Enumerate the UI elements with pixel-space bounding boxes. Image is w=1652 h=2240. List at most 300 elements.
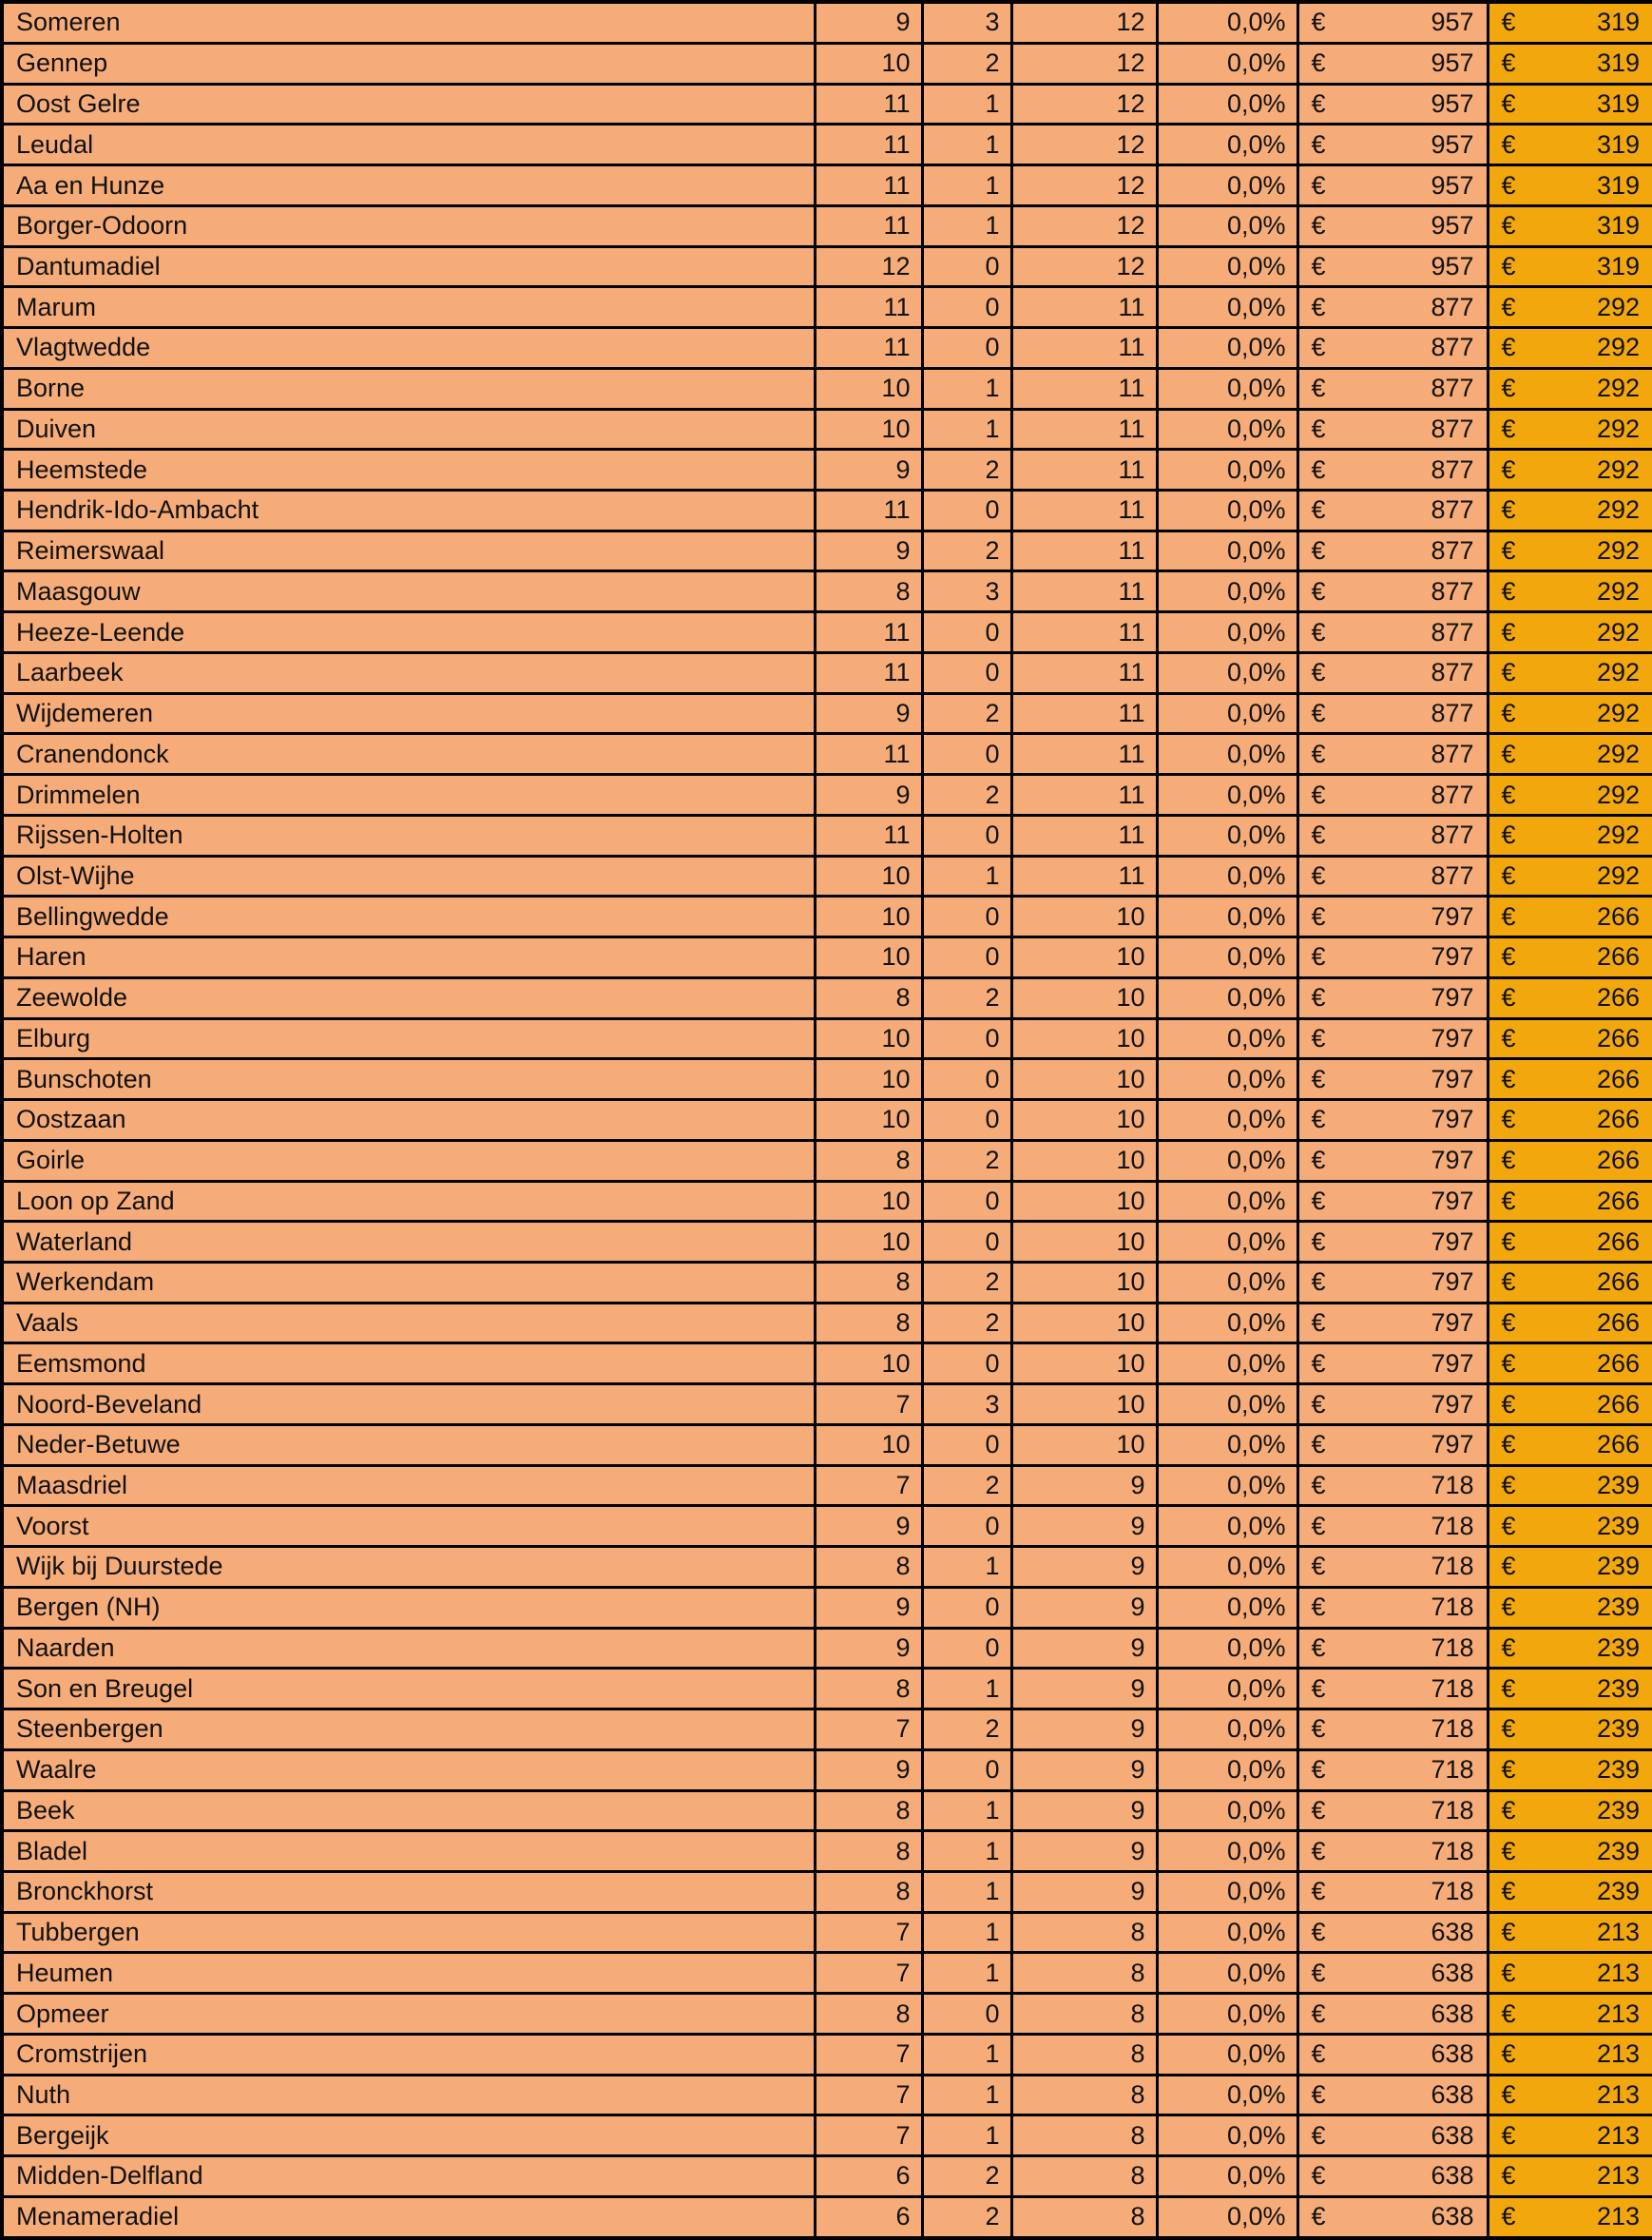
- count-a-cell[interactable]: 8: [815, 1831, 922, 1872]
- total-cell[interactable]: 8: [1011, 2156, 1157, 2197]
- count-a-cell[interactable]: 11: [815, 165, 922, 206]
- total-cell[interactable]: 11: [1011, 328, 1157, 369]
- amount-cell[interactable]: [1297, 1790, 1488, 1831]
- amount-cell[interactable]: [1297, 491, 1488, 531]
- percentage-cell[interactable]: 0,0%: [1157, 1222, 1297, 1263]
- count-b-cell[interactable]: 1: [922, 125, 1011, 165]
- municipality-name-cell[interactable]: Eemsmond: [2, 1343, 815, 1384]
- municipality-name-cell[interactable]: Neder-Betuwe: [2, 1424, 815, 1465]
- percentage-cell[interactable]: 0,0%: [1157, 287, 1297, 328]
- total-cell[interactable]: 9: [1011, 1831, 1157, 1872]
- count-a-cell[interactable]: 7: [815, 2115, 922, 2156]
- municipality-name-cell[interactable]: Bronckhorst: [2, 1871, 815, 1912]
- total-cell[interactable]: 8: [1011, 1953, 1157, 1994]
- percentage-cell[interactable]: 0,0%: [1157, 1140, 1297, 1181]
- percentage-cell[interactable]: 0,0%: [1157, 1709, 1297, 1750]
- count-a-cell[interactable]: 8: [815, 1303, 922, 1343]
- municipality-name-cell[interactable]: Heemstede: [2, 450, 815, 491]
- percentage-cell[interactable]: 0,0%: [1157, 165, 1297, 206]
- amount-cell[interactable]: [1297, 2196, 1488, 2238]
- municipality-name-cell[interactable]: Aa en Hunze: [2, 165, 815, 206]
- count-a-cell[interactable]: 10: [815, 897, 922, 937]
- total-cell[interactable]: 10: [1011, 1059, 1157, 1100]
- municipality-name-cell[interactable]: Zeewolde: [2, 977, 815, 1018]
- highlight-amount-cell[interactable]: [1488, 1059, 1652, 1100]
- total-cell[interactable]: 8: [1011, 2075, 1157, 2115]
- count-a-cell[interactable]: 11: [815, 491, 922, 531]
- municipality-name-cell[interactable]: Marum: [2, 287, 815, 328]
- count-b-cell[interactable]: 1: [922, 368, 1011, 409]
- count-a-cell[interactable]: 8: [815, 1140, 922, 1181]
- municipality-name-cell[interactable]: Wijdemeren: [2, 693, 815, 734]
- percentage-cell[interactable]: 0,0%: [1157, 84, 1297, 125]
- highlight-amount-cell[interactable]: [1488, 897, 1652, 937]
- amount-cell[interactable]: [1297, 1669, 1488, 1709]
- total-cell[interactable]: 10: [1011, 897, 1157, 937]
- percentage-cell[interactable]: 0,0%: [1157, 409, 1297, 450]
- total-cell[interactable]: 10: [1011, 1424, 1157, 1465]
- percentage-cell[interactable]: 0,0%: [1157, 450, 1297, 491]
- highlight-amount-cell[interactable]: [1488, 531, 1652, 571]
- percentage-cell[interactable]: 0,0%: [1157, 1303, 1297, 1343]
- municipality-name-cell[interactable]: Steenbergen: [2, 1709, 815, 1750]
- highlight-amount-cell[interactable]: [1488, 1465, 1652, 1506]
- total-cell[interactable]: 9: [1011, 1749, 1157, 1790]
- count-a-cell[interactable]: 7: [815, 1709, 922, 1750]
- count-b-cell[interactable]: 0: [922, 491, 1011, 531]
- percentage-cell[interactable]: 0,0%: [1157, 1953, 1297, 1994]
- percentage-cell[interactable]: 0,0%: [1157, 246, 1297, 287]
- percentage-cell[interactable]: 0,0%: [1157, 43, 1297, 84]
- highlight-amount-cell[interactable]: [1488, 1790, 1652, 1831]
- municipality-name-cell[interactable]: Loon op Zand: [2, 1181, 815, 1222]
- municipality-name-cell[interactable]: Someren: [2, 2, 815, 43]
- total-cell[interactable]: 11: [1011, 815, 1157, 856]
- highlight-amount-cell[interactable]: [1488, 612, 1652, 653]
- count-b-cell[interactable]: 2: [922, 1262, 1011, 1303]
- percentage-cell[interactable]: 0,0%: [1157, 125, 1297, 165]
- percentage-cell[interactable]: 0,0%: [1157, 328, 1297, 369]
- municipality-name-cell[interactable]: Laarbeek: [2, 652, 815, 693]
- highlight-amount-cell[interactable]: [1488, 1547, 1652, 1588]
- count-b-cell[interactable]: 0: [922, 815, 1011, 856]
- count-a-cell[interactable]: 10: [815, 1100, 922, 1141]
- count-a-cell[interactable]: 9: [815, 693, 922, 734]
- amount-cell[interactable]: [1297, 2034, 1488, 2075]
- amount-cell[interactable]: [1297, 571, 1488, 612]
- total-cell[interactable]: 9: [1011, 1465, 1157, 1506]
- total-cell[interactable]: 9: [1011, 1709, 1157, 1750]
- amount-cell[interactable]: [1297, 1262, 1488, 1303]
- percentage-cell[interactable]: 0,0%: [1157, 1100, 1297, 1141]
- amount-cell[interactable]: [1297, 1140, 1488, 1181]
- count-b-cell[interactable]: 0: [922, 287, 1011, 328]
- count-b-cell[interactable]: 0: [922, 937, 1011, 978]
- count-a-cell[interactable]: 11: [815, 652, 922, 693]
- count-a-cell[interactable]: 10: [815, 1181, 922, 1222]
- count-a-cell[interactable]: 10: [815, 1222, 922, 1263]
- total-cell[interactable]: 11: [1011, 368, 1157, 409]
- municipality-name-cell[interactable]: Leudal: [2, 125, 815, 165]
- count-b-cell[interactable]: 3: [922, 2, 1011, 43]
- percentage-cell[interactable]: 0,0%: [1157, 1181, 1297, 1222]
- amount-cell[interactable]: [1297, 165, 1488, 206]
- count-a-cell[interactable]: 6: [815, 2196, 922, 2238]
- highlight-amount-cell[interactable]: [1488, 1709, 1652, 1750]
- count-b-cell[interactable]: 1: [922, 2075, 1011, 2115]
- municipality-name-cell[interactable]: Menameradiel: [2, 2196, 815, 2238]
- amount-cell[interactable]: [1297, 1222, 1488, 1263]
- count-a-cell[interactable]: 11: [815, 612, 922, 653]
- highlight-amount-cell[interactable]: [1488, 84, 1652, 125]
- percentage-cell[interactable]: 0,0%: [1157, 734, 1297, 775]
- amount-cell[interactable]: [1297, 84, 1488, 125]
- count-b-cell[interactable]: 2: [922, 693, 1011, 734]
- count-b-cell[interactable]: 0: [922, 1628, 1011, 1669]
- amount-cell[interactable]: [1297, 1384, 1488, 1425]
- count-a-cell[interactable]: 9: [815, 1628, 922, 1669]
- total-cell[interactable]: 10: [1011, 937, 1157, 978]
- highlight-amount-cell[interactable]: [1488, 2, 1652, 43]
- count-a-cell[interactable]: 9: [815, 775, 922, 816]
- amount-cell[interactable]: [1297, 1506, 1488, 1547]
- count-b-cell[interactable]: 2: [922, 2196, 1011, 2238]
- municipality-name-cell[interactable]: Maasgouw: [2, 571, 815, 612]
- percentage-cell[interactable]: 0,0%: [1157, 2, 1297, 43]
- municipality-name-cell[interactable]: Cromstrijen: [2, 2034, 815, 2075]
- highlight-amount-cell[interactable]: [1488, 1262, 1652, 1303]
- percentage-cell[interactable]: 0,0%: [1157, 1587, 1297, 1628]
- total-cell[interactable]: 11: [1011, 491, 1157, 531]
- count-b-cell[interactable]: 1: [922, 2034, 1011, 2075]
- amount-cell[interactable]: [1297, 1018, 1488, 1059]
- amount-cell[interactable]: [1297, 1912, 1488, 1953]
- count-a-cell[interactable]: 10: [815, 368, 922, 409]
- count-a-cell[interactable]: 11: [815, 84, 922, 125]
- total-cell[interactable]: 10: [1011, 1222, 1157, 1263]
- municipality-name-cell[interactable]: Nuth: [2, 2075, 815, 2115]
- highlight-amount-cell[interactable]: [1488, 1749, 1652, 1790]
- municipality-name-cell[interactable]: Goirle: [2, 1140, 815, 1181]
- percentage-cell[interactable]: 0,0%: [1157, 1384, 1297, 1425]
- total-cell[interactable]: 11: [1011, 409, 1157, 450]
- percentage-cell[interactable]: 0,0%: [1157, 2034, 1297, 2075]
- percentage-cell[interactable]: 0,0%: [1157, 977, 1297, 1018]
- highlight-amount-cell[interactable]: [1488, 1018, 1652, 1059]
- highlight-amount-cell[interactable]: [1488, 287, 1652, 328]
- total-cell[interactable]: 9: [1011, 1790, 1157, 1831]
- amount-cell[interactable]: [1297, 125, 1488, 165]
- percentage-cell[interactable]: 0,0%: [1157, 1547, 1297, 1588]
- highlight-amount-cell[interactable]: [1488, 165, 1652, 206]
- highlight-amount-cell[interactable]: [1488, 1303, 1652, 1343]
- count-b-cell[interactable]: 1: [922, 1547, 1011, 1588]
- amount-cell[interactable]: [1297, 1547, 1488, 1588]
- percentage-cell[interactable]: 0,0%: [1157, 2115, 1297, 2156]
- percentage-cell[interactable]: 0,0%: [1157, 897, 1297, 937]
- amount-cell[interactable]: [1297, 450, 1488, 491]
- percentage-cell[interactable]: 0,0%: [1157, 571, 1297, 612]
- total-cell[interactable]: 12: [1011, 2, 1157, 43]
- count-a-cell[interactable]: 7: [815, 1465, 922, 1506]
- amount-cell[interactable]: [1297, 2156, 1488, 2197]
- highlight-amount-cell[interactable]: [1488, 2034, 1652, 2075]
- percentage-cell[interactable]: 0,0%: [1157, 491, 1297, 531]
- amount-cell[interactable]: [1297, 2115, 1488, 2156]
- amount-cell[interactable]: [1297, 1831, 1488, 1872]
- percentage-cell[interactable]: 0,0%: [1157, 1506, 1297, 1547]
- total-cell[interactable]: 9: [1011, 1506, 1157, 1547]
- count-b-cell[interactable]: 0: [922, 652, 1011, 693]
- highlight-amount-cell[interactable]: [1488, 1831, 1652, 1872]
- count-a-cell[interactable]: 8: [815, 1547, 922, 1588]
- amount-cell[interactable]: [1297, 1424, 1488, 1465]
- amount-cell[interactable]: [1297, 1343, 1488, 1384]
- highlight-amount-cell[interactable]: [1488, 1628, 1652, 1669]
- municipality-name-cell[interactable]: Tubbergen: [2, 1912, 815, 1953]
- municipality-name-cell[interactable]: Werkendam: [2, 1262, 815, 1303]
- count-b-cell[interactable]: 1: [922, 165, 1011, 206]
- count-a-cell[interactable]: 11: [815, 328, 922, 369]
- amount-cell[interactable]: [1297, 1181, 1488, 1222]
- highlight-amount-cell[interactable]: [1488, 1912, 1652, 1953]
- total-cell[interactable]: 8: [1011, 2196, 1157, 2238]
- count-b-cell[interactable]: 1: [922, 1953, 1011, 1994]
- count-a-cell[interactable]: 7: [815, 2075, 922, 2115]
- amount-cell[interactable]: [1297, 1100, 1488, 1141]
- total-cell[interactable]: 10: [1011, 1262, 1157, 1303]
- count-b-cell[interactable]: 0: [922, 1059, 1011, 1100]
- highlight-amount-cell[interactable]: [1488, 1587, 1652, 1628]
- count-a-cell[interactable]: 8: [815, 571, 922, 612]
- highlight-amount-cell[interactable]: [1488, 1181, 1652, 1222]
- total-cell[interactable]: 9: [1011, 1871, 1157, 1912]
- total-cell[interactable]: 10: [1011, 1384, 1157, 1425]
- municipality-name-cell[interactable]: Waalre: [2, 1749, 815, 1790]
- total-cell[interactable]: 11: [1011, 775, 1157, 816]
- count-a-cell[interactable]: 6: [815, 2156, 922, 2197]
- total-cell[interactable]: 11: [1011, 450, 1157, 491]
- highlight-amount-cell[interactable]: [1488, 2075, 1652, 2115]
- total-cell[interactable]: 12: [1011, 165, 1157, 206]
- municipality-name-cell[interactable]: Vaals: [2, 1303, 815, 1343]
- count-b-cell[interactable]: 2: [922, 1465, 1011, 1506]
- count-a-cell[interactable]: 11: [815, 125, 922, 165]
- count-a-cell[interactable]: 8: [815, 1790, 922, 1831]
- municipality-name-cell[interactable]: Olst-Wijhe: [2, 856, 815, 897]
- count-b-cell[interactable]: 0: [922, 734, 1011, 775]
- amount-cell[interactable]: [1297, 1587, 1488, 1628]
- highlight-amount-cell[interactable]: [1488, 652, 1652, 693]
- amount-cell[interactable]: [1297, 1749, 1488, 1790]
- highlight-amount-cell[interactable]: [1488, 1953, 1652, 1994]
- amount-cell[interactable]: [1297, 287, 1488, 328]
- count-a-cell[interactable]: 8: [815, 1994, 922, 2035]
- count-b-cell[interactable]: 1: [922, 1912, 1011, 1953]
- total-cell[interactable]: 11: [1011, 571, 1157, 612]
- municipality-name-cell[interactable]: Midden-Delfland: [2, 2156, 815, 2197]
- count-a-cell[interactable]: 10: [815, 43, 922, 84]
- count-a-cell[interactable]: 9: [815, 450, 922, 491]
- count-b-cell[interactable]: 0: [922, 1749, 1011, 1790]
- percentage-cell[interactable]: 0,0%: [1157, 1912, 1297, 1953]
- count-b-cell[interactable]: 1: [922, 205, 1011, 246]
- count-b-cell[interactable]: 2: [922, 2156, 1011, 2197]
- municipality-name-cell[interactable]: Vlagtwedde: [2, 328, 815, 369]
- count-b-cell[interactable]: 2: [922, 450, 1011, 491]
- total-cell[interactable]: 10: [1011, 977, 1157, 1018]
- percentage-cell[interactable]: 0,0%: [1157, 2156, 1297, 2197]
- amount-cell[interactable]: [1297, 937, 1488, 978]
- count-a-cell[interactable]: 11: [815, 287, 922, 328]
- municipality-name-cell[interactable]: Haren: [2, 937, 815, 978]
- municipality-name-cell[interactable]: Reimerswaal: [2, 531, 815, 571]
- municipality-name-cell[interactable]: Voorst: [2, 1506, 815, 1547]
- count-a-cell[interactable]: 8: [815, 1669, 922, 1709]
- count-a-cell[interactable]: 9: [815, 2, 922, 43]
- count-b-cell[interactable]: 0: [922, 1018, 1011, 1059]
- percentage-cell[interactable]: 0,0%: [1157, 1343, 1297, 1384]
- amount-cell[interactable]: [1297, 734, 1488, 775]
- percentage-cell[interactable]: 0,0%: [1157, 652, 1297, 693]
- count-a-cell[interactable]: 12: [815, 246, 922, 287]
- amount-cell[interactable]: [1297, 612, 1488, 653]
- municipality-name-cell[interactable]: Gennep: [2, 43, 815, 84]
- highlight-amount-cell[interactable]: [1488, 2156, 1652, 2197]
- municipality-name-cell[interactable]: Elburg: [2, 1018, 815, 1059]
- municipality-name-cell[interactable]: Opmeer: [2, 1994, 815, 2035]
- municipality-name-cell[interactable]: Bunschoten: [2, 1059, 815, 1100]
- total-cell[interactable]: 12: [1011, 205, 1157, 246]
- percentage-cell[interactable]: 0,0%: [1157, 1262, 1297, 1303]
- count-a-cell[interactable]: 10: [815, 409, 922, 450]
- amount-cell[interactable]: [1297, 1994, 1488, 2035]
- count-a-cell[interactable]: 10: [815, 1059, 922, 1100]
- total-cell[interactable]: 11: [1011, 287, 1157, 328]
- count-a-cell[interactable]: 9: [815, 1749, 922, 1790]
- percentage-cell[interactable]: 0,0%: [1157, 1628, 1297, 1669]
- count-b-cell[interactable]: 3: [922, 571, 1011, 612]
- total-cell[interactable]: 12: [1011, 43, 1157, 84]
- total-cell[interactable]: 12: [1011, 246, 1157, 287]
- highlight-amount-cell[interactable]: [1488, 1994, 1652, 2035]
- total-cell[interactable]: 9: [1011, 1587, 1157, 1628]
- percentage-cell[interactable]: 0,0%: [1157, 1018, 1297, 1059]
- municipality-name-cell[interactable]: Bellingwedde: [2, 897, 815, 937]
- municipality-name-cell[interactable]: Borger-Odoorn: [2, 205, 815, 246]
- amount-cell[interactable]: [1297, 815, 1488, 856]
- count-b-cell[interactable]: 3: [922, 1384, 1011, 1425]
- count-b-cell[interactable]: 0: [922, 328, 1011, 369]
- percentage-cell[interactable]: 0,0%: [1157, 1994, 1297, 2035]
- highlight-amount-cell[interactable]: [1488, 1343, 1652, 1384]
- count-b-cell[interactable]: 0: [922, 1587, 1011, 1628]
- count-b-cell[interactable]: 2: [922, 775, 1011, 816]
- municipality-name-cell[interactable]: Bladel: [2, 1831, 815, 1872]
- total-cell[interactable]: 11: [1011, 856, 1157, 897]
- highlight-amount-cell[interactable]: [1488, 2196, 1652, 2238]
- highlight-amount-cell[interactable]: [1488, 491, 1652, 531]
- municipality-name-cell[interactable]: Naarden: [2, 1628, 815, 1669]
- highlight-amount-cell[interactable]: [1488, 815, 1652, 856]
- total-cell[interactable]: 8: [1011, 2034, 1157, 2075]
- count-a-cell[interactable]: 8: [815, 1262, 922, 1303]
- count-b-cell[interactable]: 2: [922, 977, 1011, 1018]
- amount-cell[interactable]: [1297, 977, 1488, 1018]
- count-b-cell[interactable]: 0: [922, 1181, 1011, 1222]
- municipality-name-cell[interactable]: Cranendonck: [2, 734, 815, 775]
- municipality-name-cell[interactable]: Wijk bij Duurstede: [2, 1547, 815, 1588]
- amount-cell[interactable]: [1297, 897, 1488, 937]
- amount-cell[interactable]: [1297, 246, 1488, 287]
- highlight-amount-cell[interactable]: [1488, 1424, 1652, 1465]
- highlight-amount-cell[interactable]: [1488, 693, 1652, 734]
- highlight-amount-cell[interactable]: [1488, 734, 1652, 775]
- count-a-cell[interactable]: 9: [815, 1506, 922, 1547]
- total-cell[interactable]: 10: [1011, 1181, 1157, 1222]
- amount-cell[interactable]: [1297, 1303, 1488, 1343]
- amount-cell[interactable]: [1297, 775, 1488, 816]
- percentage-cell[interactable]: 0,0%: [1157, 531, 1297, 571]
- percentage-cell[interactable]: 0,0%: [1157, 775, 1297, 816]
- count-b-cell[interactable]: 0: [922, 612, 1011, 653]
- count-a-cell[interactable]: 10: [815, 1343, 922, 1384]
- count-a-cell[interactable]: 8: [815, 977, 922, 1018]
- count-b-cell[interactable]: 0: [922, 1506, 1011, 1547]
- percentage-cell[interactable]: 0,0%: [1157, 693, 1297, 734]
- count-a-cell[interactable]: 10: [815, 937, 922, 978]
- count-b-cell[interactable]: 2: [922, 531, 1011, 571]
- highlight-amount-cell[interactable]: [1488, 1100, 1652, 1141]
- count-a-cell[interactable]: 7: [815, 1912, 922, 1953]
- percentage-cell[interactable]: 0,0%: [1157, 1831, 1297, 1872]
- municipality-name-cell[interactable]: Duiven: [2, 409, 815, 450]
- municipality-name-cell[interactable]: Borne: [2, 368, 815, 409]
- count-b-cell[interactable]: 0: [922, 1100, 1011, 1141]
- total-cell[interactable]: 9: [1011, 1669, 1157, 1709]
- percentage-cell[interactable]: 0,0%: [1157, 205, 1297, 246]
- municipality-name-cell[interactable]: Oostzaan: [2, 1100, 815, 1141]
- amount-cell[interactable]: [1297, 1953, 1488, 1994]
- percentage-cell[interactable]: 0,0%: [1157, 1790, 1297, 1831]
- municipality-name-cell[interactable]: Hendrik-Ido-Ambacht: [2, 491, 815, 531]
- total-cell[interactable]: 9: [1011, 1547, 1157, 1588]
- highlight-amount-cell[interactable]: [1488, 937, 1652, 978]
- count-b-cell[interactable]: 2: [922, 1140, 1011, 1181]
- amount-cell[interactable]: [1297, 409, 1488, 450]
- count-a-cell[interactable]: 7: [815, 1953, 922, 1994]
- percentage-cell[interactable]: 0,0%: [1157, 612, 1297, 653]
- total-cell[interactable]: 11: [1011, 734, 1157, 775]
- count-b-cell[interactable]: 0: [922, 1994, 1011, 2035]
- highlight-amount-cell[interactable]: [1488, 328, 1652, 369]
- amount-cell[interactable]: [1297, 652, 1488, 693]
- total-cell[interactable]: 8: [1011, 1912, 1157, 1953]
- amount-cell[interactable]: [1297, 1628, 1488, 1669]
- highlight-amount-cell[interactable]: [1488, 571, 1652, 612]
- highlight-amount-cell[interactable]: [1488, 368, 1652, 409]
- percentage-cell[interactable]: 0,0%: [1157, 1424, 1297, 1465]
- municipality-name-cell[interactable]: Bergen (NH): [2, 1587, 815, 1628]
- count-a-cell[interactable]: 10: [815, 856, 922, 897]
- municipality-name-cell[interactable]: Heumen: [2, 1953, 815, 1994]
- count-a-cell[interactable]: 7: [815, 2034, 922, 2075]
- municipality-name-cell[interactable]: Bergeijk: [2, 2115, 815, 2156]
- highlight-amount-cell[interactable]: [1488, 2115, 1652, 2156]
- amount-cell[interactable]: [1297, 1871, 1488, 1912]
- percentage-cell[interactable]: 0,0%: [1157, 856, 1297, 897]
- highlight-amount-cell[interactable]: [1488, 125, 1652, 165]
